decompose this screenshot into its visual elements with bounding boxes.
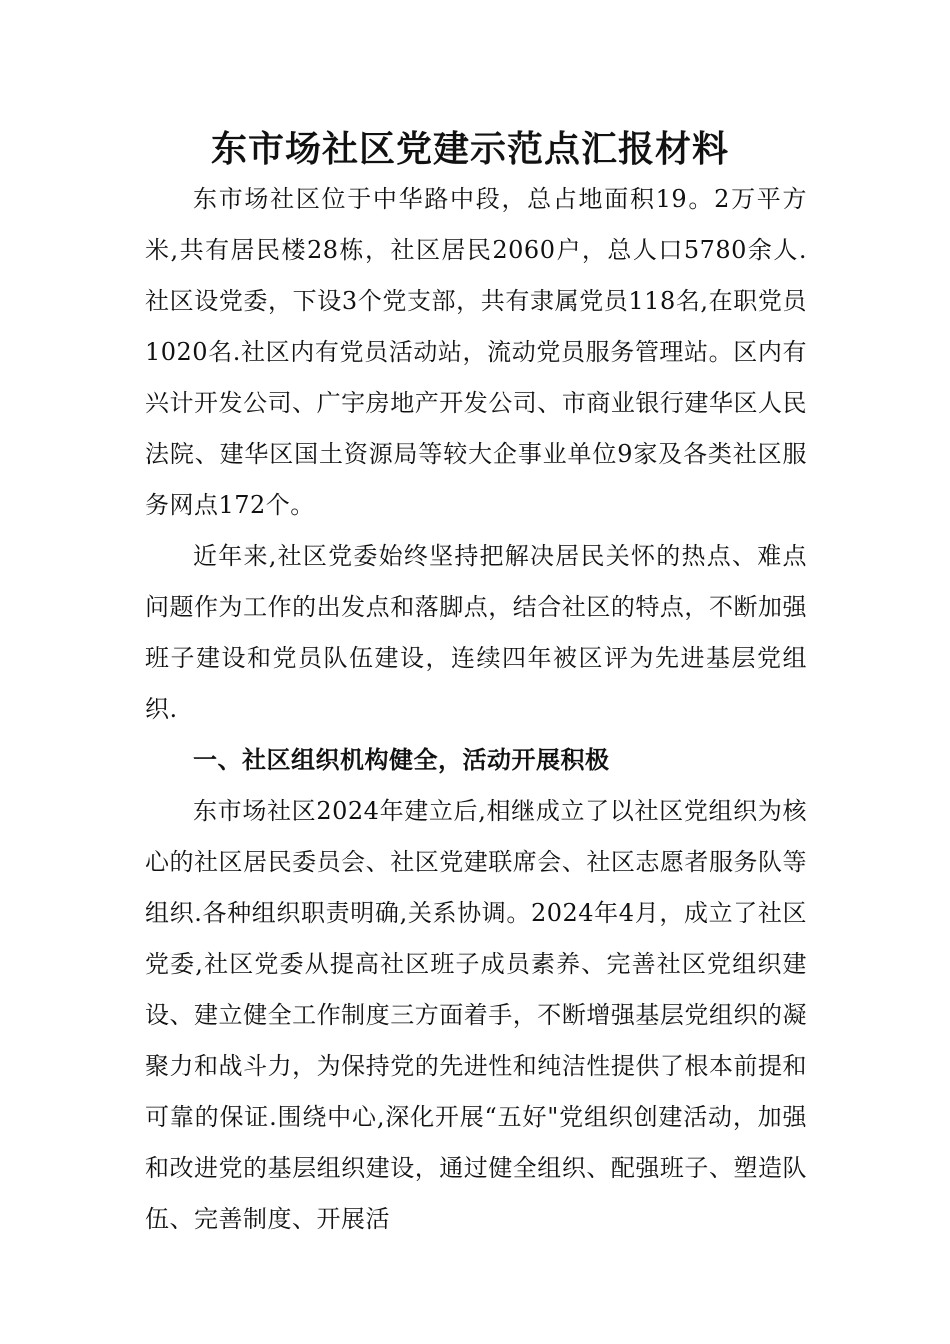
document-title: 东市场社区党建示范点汇报材料 [210, 129, 729, 170]
section-heading: 一、社区组织机构健全，活动开展积极 [193, 746, 610, 774]
paragraph-recent-years: 近年来,社区党委始终坚持把解决居民关怀的热点、难点问题作为工作的出发点和落脚点，结合社区的特点，不断加强班子建设和党员队伍建设，连续四年被区评为先进基层党组织. [145, 542, 807, 723]
paragraph-intro: 东市场社区位于中华路中段，总占地面积19。2万平方米,共有居民楼28栋，社区居民2060户，总人口5780余人.社区设党委，下设3个党支部，共有隶属党员118名,在职党员1020名.社区内有党员活动站，流动党员服务管理站。区内有兴计开发公司、广宇房地产开发公司、市商业银行建华区人民法院、建华区国土资源局等较大企事业单位9家及各类社区服务网点172个。 [145, 185, 807, 519]
paragraph-section-one: 东市场社区2024年建立后,相继成立了以社区党组织为核心的社区居民委员会、社区党建联席会、社区志愿者服务队等组织.各种组织职责明确,关系协调。2024年4月，成立了社区党委,社区党委从提高社区班子成员素养、完善社区党组织建设、建立健全工作制度三方面着手，不断增强基层党组织的凝聚力和战斗力，为保持党的先进性和纯洁性提供了根本前提和可靠的保证.围绕中心,深化开展“五好"党组织创建活动，加强和改进党的基层组织建设，通过健全组织、配强班子、塑造队伍、完善制度、开展活 [145, 797, 807, 1233]
document-body [145, 174, 807, 1245]
